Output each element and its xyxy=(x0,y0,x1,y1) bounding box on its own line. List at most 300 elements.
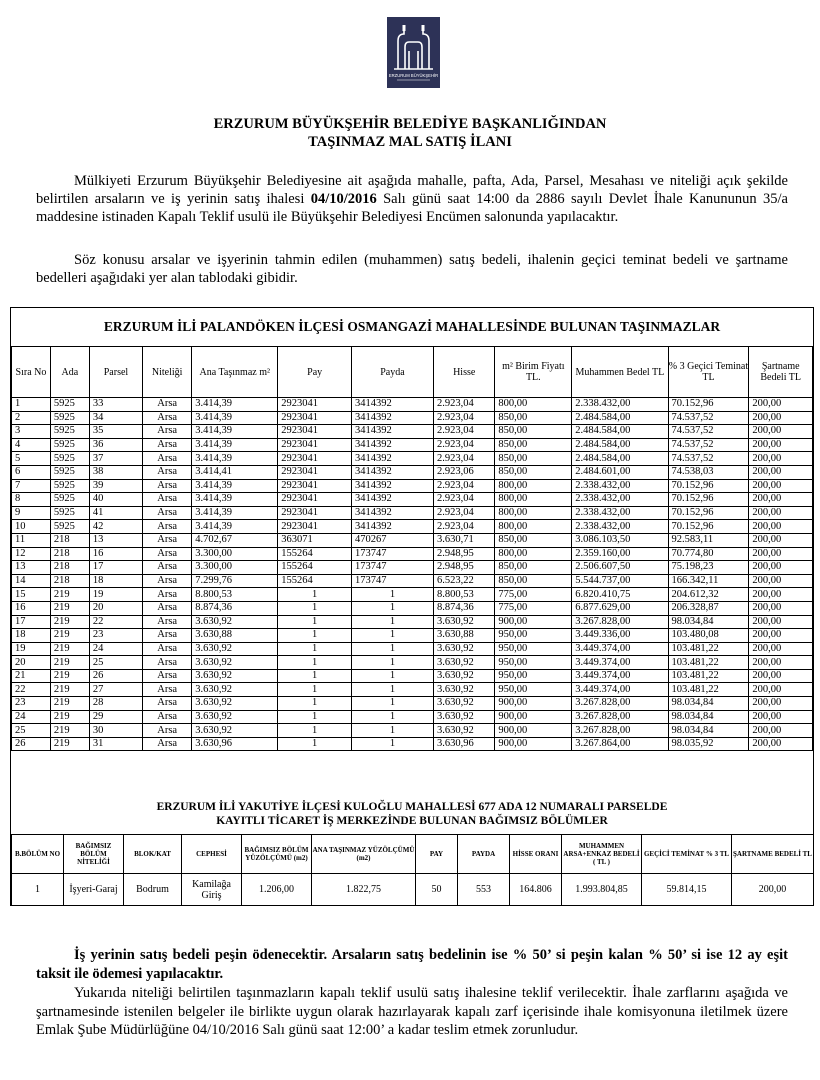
table-cell: 1 xyxy=(278,601,352,615)
table-cell: 3.300,00 xyxy=(192,561,278,575)
table-cell: 11 xyxy=(12,533,51,547)
table-cell: Arsa xyxy=(143,642,192,656)
table-cell: 850,00 xyxy=(495,574,572,588)
table-cell: 1 xyxy=(352,737,434,751)
intro-paragraph-2: Söz konusu arsalar ve işyerinin tahmin edilen (muhammen) satış bedeli, ihalenin geçici teminat bedeli ve şartname bedelleri aşağıdaki yer alan tablodaki gibidir. xyxy=(36,252,788,286)
table-cell: 470267 xyxy=(352,533,434,547)
table-cell: 3.449.374,00 xyxy=(572,669,668,683)
logo-text: ERZURUM BÜYÜKŞEHİR xyxy=(388,73,439,78)
table-header-row xyxy=(12,347,813,398)
table-cell: Arsa xyxy=(143,710,192,724)
table-cell: 2.948,95 xyxy=(433,561,494,575)
table-row xyxy=(12,588,813,602)
table-cell: 2.923,04 xyxy=(433,520,494,534)
table-cell: 8.800,53 xyxy=(433,588,494,602)
table-cell: 98.034,84 xyxy=(668,697,749,711)
table-cell: 900,00 xyxy=(495,697,572,711)
table-cell: 2923041 xyxy=(278,493,352,507)
table-cell: 3.414,39 xyxy=(192,411,278,425)
table-cell: 103.481,22 xyxy=(668,642,749,656)
table-cell: 3.630,92 xyxy=(433,642,494,656)
table-cell: 2.923,04 xyxy=(433,493,494,507)
table-cell: 2.923,04 xyxy=(433,438,494,452)
table-cell: 200,00 xyxy=(749,737,813,751)
table-cell: 200,00 xyxy=(749,697,813,711)
table-cell: 5925 xyxy=(50,520,89,534)
table-cell: 3414392 xyxy=(352,411,434,425)
table-cell: Arsa xyxy=(143,697,192,711)
table-cell: Arsa xyxy=(143,547,192,561)
table-cell: 1 xyxy=(352,642,434,656)
table-cell: 2923041 xyxy=(278,452,352,466)
table-cell: 26 xyxy=(12,737,51,751)
table-cell: 39 xyxy=(89,479,142,493)
table-cell: 70.152,96 xyxy=(668,398,749,412)
table-cell: 219 xyxy=(50,656,89,670)
table-cell: 1 xyxy=(352,601,434,615)
table-cell: 70.152,96 xyxy=(668,493,749,507)
table-cell: 3.449.374,00 xyxy=(572,683,668,697)
table-cell: 5.544.737,00 xyxy=(572,574,668,588)
table-cell: 204.612,32 xyxy=(668,588,749,602)
table-cell: 3.414,39 xyxy=(192,452,278,466)
column-header: Muhammen Bedel TL xyxy=(572,347,668,398)
table-cell: 6.523,22 xyxy=(433,574,494,588)
table-cell: 3.267.828,00 xyxy=(572,697,668,711)
table-cell: 1 xyxy=(352,683,434,697)
table-cell: 800,00 xyxy=(495,520,572,534)
table-cell: 1 xyxy=(278,697,352,711)
table-cell: 800,00 xyxy=(495,493,572,507)
table-cell: 2.484.601,00 xyxy=(572,465,668,479)
table-cell: 173747 xyxy=(352,574,434,588)
table-cell: 98.034,84 xyxy=(668,710,749,724)
table-cell: 7 xyxy=(12,479,51,493)
table-cell: 19 xyxy=(12,642,51,656)
table-cell: 3.630,92 xyxy=(192,724,278,738)
table-cell: 200,00 xyxy=(749,425,813,439)
table-cell: Arsa xyxy=(143,574,192,588)
table-cell: 98.035,92 xyxy=(668,737,749,751)
table-row xyxy=(12,425,813,439)
table-cell: 8.800,53 xyxy=(192,588,278,602)
table-cell: 3.449.374,00 xyxy=(572,642,668,656)
table-cell: 103.481,22 xyxy=(668,683,749,697)
table-row xyxy=(12,493,813,507)
table-cell: 3.414,41 xyxy=(192,465,278,479)
table-cell: 23 xyxy=(89,629,142,643)
table-row xyxy=(12,398,813,412)
table-cell: 38 xyxy=(89,465,142,479)
table-cell: 2.948,95 xyxy=(433,547,494,561)
table-cell: 4 xyxy=(12,438,51,452)
table-cell: 3.414,39 xyxy=(192,506,278,520)
table-cell: 25 xyxy=(12,724,51,738)
table-cell: 200,00 xyxy=(749,669,813,683)
table-row xyxy=(12,697,813,711)
table-cell: 14 xyxy=(12,574,51,588)
table-cell: 3414392 xyxy=(352,520,434,534)
page-subtitle: TAŞINMAZ MAL SATIŞ İLANI xyxy=(308,134,512,150)
table-cell: 200,00 xyxy=(749,452,813,466)
table-cell: 2.338.432,00 xyxy=(572,506,668,520)
table-row xyxy=(12,656,813,670)
table-cell: 155264 xyxy=(278,547,352,561)
table-cell: 2.338.432,00 xyxy=(572,520,668,534)
table-cell: 3.414,39 xyxy=(192,520,278,534)
table-row xyxy=(12,438,813,452)
table-cell: 3.414,39 xyxy=(192,438,278,452)
table-cell: 5925 xyxy=(50,411,89,425)
table-cell: 2.338.432,00 xyxy=(572,493,668,507)
table-cell: 1 xyxy=(352,656,434,670)
table-cell: 2.338.432,00 xyxy=(572,398,668,412)
table-cell: Arsa xyxy=(143,656,192,670)
table-cell: 34 xyxy=(89,411,142,425)
table-cell: 1 xyxy=(278,724,352,738)
table-cell: 1 xyxy=(278,656,352,670)
table-cell: 3.086.103,50 xyxy=(572,533,668,547)
table-cell: Arsa xyxy=(143,452,192,466)
table-cell: 173747 xyxy=(352,561,434,575)
table-cell: 1 xyxy=(278,669,352,683)
table-row xyxy=(12,561,813,575)
table-cell: Arsa xyxy=(143,520,192,534)
table-row xyxy=(12,520,813,534)
table-row xyxy=(12,479,813,493)
table-cell: 1 xyxy=(352,710,434,724)
table-cell: 3.630,92 xyxy=(192,683,278,697)
table-cell: Arsa xyxy=(143,561,192,575)
table-cell: 3.630,92 xyxy=(433,656,494,670)
table-cell: 16 xyxy=(89,547,142,561)
table-cell: 2923041 xyxy=(278,425,352,439)
table-cell: 31 xyxy=(89,737,142,751)
independent-units-table xyxy=(11,834,814,906)
table-cell: 7.299,76 xyxy=(192,574,278,588)
table-cell: 2923041 xyxy=(278,506,352,520)
table-cell: 2923041 xyxy=(278,520,352,534)
table-cell: 206.328,87 xyxy=(668,601,749,615)
table-cell: 2.923,04 xyxy=(433,506,494,520)
table-cell: 3.630,92 xyxy=(192,710,278,724)
table-cell: 200,00 xyxy=(749,601,813,615)
table-cell: 5925 xyxy=(50,398,89,412)
table2-title-line1: ERZURUM İLİ YAKUTİYE İLÇESİ KULOĞLU MAHALLESİ 677 ADA 12 NUMARALI PARSELDE xyxy=(156,801,668,813)
table-cell: 800,00 xyxy=(495,547,572,561)
table-cell: 3.267.828,00 xyxy=(572,724,668,738)
table-cell: 950,00 xyxy=(495,669,572,683)
intro-text-b: Salı günü saat 14:00 da 2886 sayılı Devlet İhale Kanununun 35/a maddesine istinaden Kapalı Teklif usulü ile Büyükşehir Belediyesi Encümen salonunda yapılacaktır. xyxy=(36,191,788,225)
auction-date: 04/10/2016 xyxy=(310,191,377,207)
table-cell: 103.480,08 xyxy=(668,629,749,643)
column-header: % 3 Geçici Teminat TL xyxy=(668,347,749,398)
table-cell: 900,00 xyxy=(495,615,572,629)
table-cell: 74.537,52 xyxy=(668,438,749,452)
table-cell: 775,00 xyxy=(495,601,572,615)
table-cell: 3 xyxy=(12,425,51,439)
table-cell: 2.338.432,00 xyxy=(572,479,668,493)
table2-title-line2: KAYITLI TİCARET İŞ MERKEZİNDE BULUNAN BAĞIMSIZ BÖLÜMLER xyxy=(216,815,608,827)
table-cell: 950,00 xyxy=(495,656,572,670)
table-cell: 3414392 xyxy=(352,493,434,507)
table-row xyxy=(12,506,813,520)
table-cell: 850,00 xyxy=(495,533,572,547)
table-cell: 74.537,52 xyxy=(668,425,749,439)
table1-title: ERZURUM İLİ PALANDÖKEN İLÇESİ OSMANGAZİ MAHALLESİNDE BULUNAN TAŞINMAZLAR xyxy=(103,319,721,334)
table-cell: 30 xyxy=(89,724,142,738)
table-cell: 2.923,04 xyxy=(433,479,494,493)
table-cell: 1 xyxy=(12,398,51,412)
payment-terms: İş yerinin satış bedeli peşin ödenecektir. Arsaların satış bedelinin ise % 50’ si peşin kalan % 50’ si ise 12 ay eşit taksit ile ödemesi yapılacaktır. xyxy=(36,947,788,982)
table-cell: 800,00 xyxy=(495,398,572,412)
table-cell: 18 xyxy=(12,629,51,643)
column-header: Sıra No xyxy=(12,347,51,398)
table-row xyxy=(12,724,813,738)
table-cell: 1 xyxy=(278,737,352,751)
table-cell: 218 xyxy=(50,533,89,547)
table-cell: 70.152,96 xyxy=(668,479,749,493)
column-header: BAĞIMSIZ BÖLÜM YÜZÖLÇÜMÜ (m2) xyxy=(242,835,312,874)
table-cell: 3.630,92 xyxy=(192,656,278,670)
table-cell: 200,00 xyxy=(749,465,813,479)
table-cell: Arsa xyxy=(143,629,192,643)
column-header: Niteliği xyxy=(143,347,192,398)
table-cell: 3414392 xyxy=(352,438,434,452)
table-cell: İşyeri-Garaj xyxy=(64,874,124,906)
table-cell: 800,00 xyxy=(495,506,572,520)
table-cell: Arsa xyxy=(143,737,192,751)
table-cell: 5 xyxy=(12,452,51,466)
table-cell: 27 xyxy=(89,683,142,697)
table-cell: 42 xyxy=(89,520,142,534)
table-cell: 850,00 xyxy=(495,452,572,466)
table-row xyxy=(12,411,813,425)
table-cell: 219 xyxy=(50,697,89,711)
table-cell: 2923041 xyxy=(278,438,352,452)
table-cell: 950,00 xyxy=(495,683,572,697)
column-header: MUHAMMEN ARSA+ENKAZ BEDELİ ( TL ) xyxy=(562,835,642,874)
table-cell: 200,00 xyxy=(749,683,813,697)
table-cell: 200,00 xyxy=(749,506,813,520)
table-cell: 4.702,67 xyxy=(192,533,278,547)
table-cell: 553 xyxy=(458,874,510,906)
column-header: ŞARTNAME BEDELİ TL xyxy=(732,835,814,874)
table-cell: 218 xyxy=(50,574,89,588)
table-cell: 15 xyxy=(12,588,51,602)
table-cell: Arsa xyxy=(143,398,192,412)
table-cell: 200,00 xyxy=(749,710,813,724)
table-cell: 2923041 xyxy=(278,398,352,412)
table-cell: 2.923,04 xyxy=(433,411,494,425)
table-cell: 200,00 xyxy=(749,520,813,534)
table-cell: 850,00 xyxy=(495,438,572,452)
table-cell: 164.806 xyxy=(510,874,562,906)
table-cell: 218 xyxy=(50,547,89,561)
table-cell: 28 xyxy=(89,697,142,711)
table-cell: 3.267.828,00 xyxy=(572,615,668,629)
table-cell: 70.774,80 xyxy=(668,547,749,561)
column-header: Ana Taşınmaz m² xyxy=(192,347,278,398)
table-cell: 98.034,84 xyxy=(668,724,749,738)
table-cell: 16 xyxy=(12,601,51,615)
table-cell: 1.993.804,85 xyxy=(562,874,642,906)
table-cell: 35 xyxy=(89,425,142,439)
table-cell: 200,00 xyxy=(749,438,813,452)
table-cell: 41 xyxy=(89,506,142,520)
table-cell: 200,00 xyxy=(749,411,813,425)
table-cell: 5925 xyxy=(50,425,89,439)
column-header: Payda xyxy=(352,347,434,398)
table-row xyxy=(12,465,813,479)
table-cell: 74.537,52 xyxy=(668,452,749,466)
table-cell: 155264 xyxy=(278,574,352,588)
submission-paragraph: Yukarıda niteliği belirtilen taşınmazların kapalı teklif usulü satış ihalesine teklif verilecektir. İhale zarflarını aşağıda ve şartnamesinde istenilen belgeler ile birlikte uygun olarak hazırlayarak kapalı zarf içerisinde ihale komisyonuna iletilmek üzere Emlak Şube Müdürlüğüne 04/10/2016 Salı günü saat 12:00’ a kadar teslim etmek zorunludur. xyxy=(36,985,788,1038)
table-cell: 12 xyxy=(12,547,51,561)
table-cell: Arsa xyxy=(143,615,192,629)
table-cell: 200,00 xyxy=(749,533,813,547)
table-cell: 3.630,88 xyxy=(192,629,278,643)
table-cell: 219 xyxy=(50,710,89,724)
table-cell: 900,00 xyxy=(495,724,572,738)
table-row xyxy=(12,683,813,697)
table-cell: 70.152,96 xyxy=(668,506,749,520)
table-cell: 1 xyxy=(278,710,352,724)
table-cell: 1 xyxy=(352,669,434,683)
table-cell: Arsa xyxy=(143,724,192,738)
table-cell: 13 xyxy=(12,561,51,575)
table-cell: 2.484.584,00 xyxy=(572,411,668,425)
table-cell: 5925 xyxy=(50,493,89,507)
table-cell: 200,00 xyxy=(732,874,814,906)
table-cell: 219 xyxy=(50,737,89,751)
table-cell: 219 xyxy=(50,683,89,697)
table-cell: Arsa xyxy=(143,533,192,547)
table-cell: 3414392 xyxy=(352,465,434,479)
table-cell: 3414392 xyxy=(352,398,434,412)
table-cell: 900,00 xyxy=(495,737,572,751)
table-cell: 20 xyxy=(89,601,142,615)
municipality-logo xyxy=(387,17,440,88)
table-row xyxy=(12,615,813,629)
table-cell: 1 xyxy=(352,724,434,738)
table-cell: 2.484.584,00 xyxy=(572,452,668,466)
table-cell: 3.630,92 xyxy=(433,683,494,697)
table-cell: 200,00 xyxy=(749,629,813,643)
table-cell: 9 xyxy=(12,506,51,520)
table-cell: 37 xyxy=(89,452,142,466)
table-cell: 850,00 xyxy=(495,411,572,425)
table-cell: Arsa xyxy=(143,669,192,683)
table-cell: 24 xyxy=(89,642,142,656)
table-cell: 200,00 xyxy=(749,656,813,670)
table-cell: 219 xyxy=(50,615,89,629)
table-cell: 219 xyxy=(50,669,89,683)
table-cell: Kamilağa Giriş xyxy=(182,874,242,906)
table-cell: 3.414,39 xyxy=(192,479,278,493)
table-cell: 1 xyxy=(278,629,352,643)
table-cell: 5925 xyxy=(50,452,89,466)
table-cell: 1 xyxy=(352,629,434,643)
logo-emblem-icon xyxy=(387,17,440,88)
table-cell: 200,00 xyxy=(749,493,813,507)
table-cell: 8.874,36 xyxy=(433,601,494,615)
table-cell: 200,00 xyxy=(749,724,813,738)
table-cell: 3.630,92 xyxy=(192,615,278,629)
table-cell: 18 xyxy=(89,574,142,588)
page-title: ERZURUM BÜYÜKŞEHİR BELEDİYE BAŞKANLIĞINDAN xyxy=(213,116,607,132)
column-header: GEÇİCİ TEMİNAT % 3 TL xyxy=(642,835,732,874)
table-cell: 22 xyxy=(89,615,142,629)
table-cell: 1 xyxy=(352,615,434,629)
table-row xyxy=(12,574,813,588)
table-cell: 17 xyxy=(12,615,51,629)
table-cell: 2.506.607,50 xyxy=(572,561,668,575)
column-header: HİSSE ORANI xyxy=(510,835,562,874)
table-cell: 3.630,92 xyxy=(433,615,494,629)
table-cell: 200,00 xyxy=(749,479,813,493)
table-cell: 200,00 xyxy=(749,398,813,412)
table-cell: Arsa xyxy=(143,683,192,697)
table-cell: 40 xyxy=(89,493,142,507)
table-cell: 2.923,04 xyxy=(433,452,494,466)
table-cell: 20 xyxy=(12,656,51,670)
table-cell: 3.267.864,00 xyxy=(572,737,668,751)
table-cell: 2.359.160,00 xyxy=(572,547,668,561)
table-cell: 1.206,00 xyxy=(242,874,312,906)
table-cell: 1.822,75 xyxy=(312,874,416,906)
table-cell: 23 xyxy=(12,697,51,711)
table-cell: Arsa xyxy=(143,479,192,493)
table-cell: 218 xyxy=(50,561,89,575)
table-cell: 5925 xyxy=(50,465,89,479)
table-cell: 8 xyxy=(12,493,51,507)
table-cell: 3.630,92 xyxy=(433,724,494,738)
table-cell: 2.923,06 xyxy=(433,465,494,479)
table-cell: 219 xyxy=(50,724,89,738)
table-cell: 3.630,96 xyxy=(433,737,494,751)
table-cell: 103.481,22 xyxy=(668,669,749,683)
intro-paragraph-1 xyxy=(36,172,788,226)
table-cell: 25 xyxy=(89,656,142,670)
column-header: CEPHESİ xyxy=(182,835,242,874)
table-cell: 219 xyxy=(50,601,89,615)
table-cell: Arsa xyxy=(143,425,192,439)
table-cell: 3.630,92 xyxy=(192,697,278,711)
table-cell: 3.449.374,00 xyxy=(572,656,668,670)
column-header: Şartname Bedeli TL xyxy=(749,347,813,398)
table-cell: 3414392 xyxy=(352,479,434,493)
table-cell: Arsa xyxy=(143,438,192,452)
table-row xyxy=(12,601,813,615)
table-cell: 70.152,96 xyxy=(668,520,749,534)
table-cell: 3.630,92 xyxy=(433,697,494,711)
table-header-row xyxy=(12,835,814,874)
table-row xyxy=(12,710,813,724)
table-cell: 2 xyxy=(12,411,51,425)
table-cell: 155264 xyxy=(278,561,352,575)
table-cell: 2923041 xyxy=(278,411,352,425)
column-header: BAĞIMSIZ BÖLÜM NİTELİĞİ xyxy=(64,835,124,874)
table-cell: 950,00 xyxy=(495,642,572,656)
table-cell: 2.484.584,00 xyxy=(572,438,668,452)
column-header: Pay xyxy=(278,347,352,398)
column-header: Hisse xyxy=(433,347,494,398)
table-cell: 2.923,04 xyxy=(433,398,494,412)
table-cell: 850,00 xyxy=(495,425,572,439)
table-cell: 92.583,11 xyxy=(668,533,749,547)
table-cell: 29 xyxy=(89,710,142,724)
